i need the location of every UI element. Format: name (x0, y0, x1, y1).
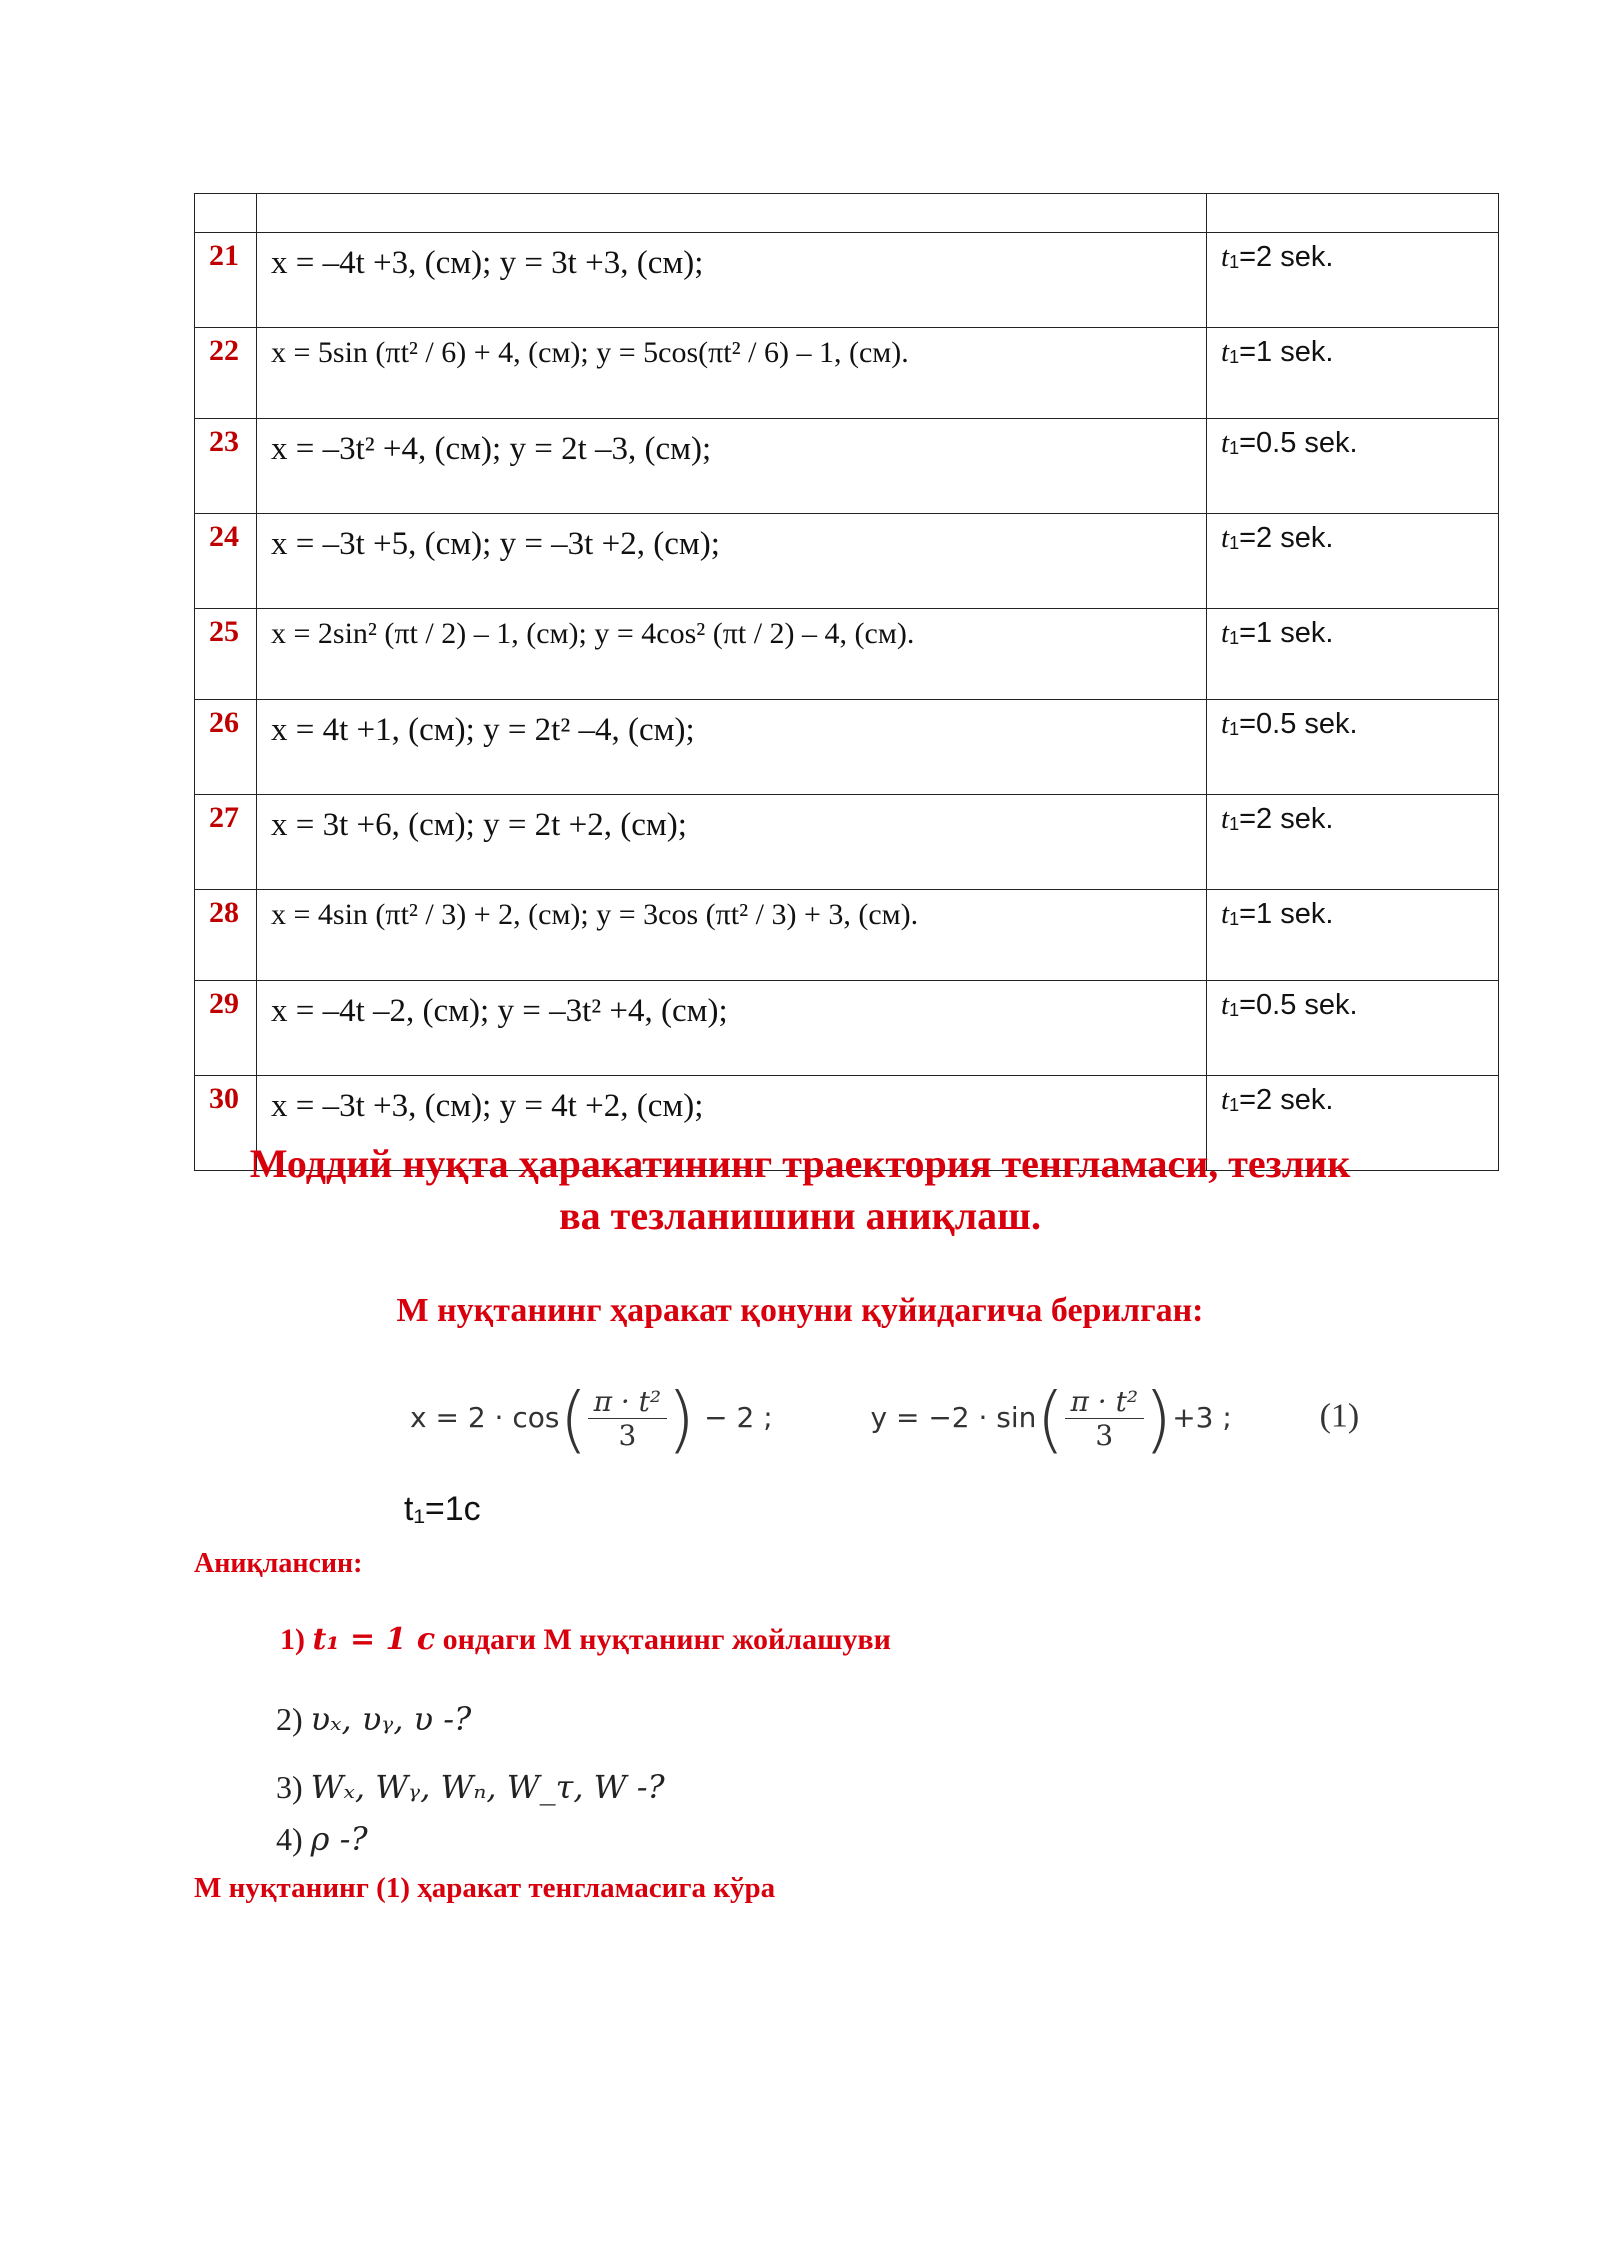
paren-open: ( (1036, 1376, 1065, 1461)
motion-law-formula (410, 1376, 1360, 1461)
question-number: 2) (276, 1701, 303, 1737)
equations-cell: x = –3t +3, (см); y = 4t +2, (см); (257, 1076, 1207, 1171)
y-tail: +3 ; (1172, 1400, 1232, 1434)
time-symbol: t (1221, 708, 1230, 740)
time-cell (1207, 981, 1499, 1076)
variant-number: 29 (195, 981, 257, 1076)
time-subscript: 1 (1229, 628, 1240, 648)
table-header-row (195, 194, 1499, 233)
question-number: 1) (280, 1623, 305, 1656)
table-row (195, 419, 1499, 514)
equations-cell: x = 4sin (πt² / 3) + 2, (см); y = 3cos (πt² / 3) + 3, (см). (257, 890, 1207, 981)
variant-number: 27 (195, 795, 257, 890)
question-number: 3) (276, 1769, 303, 1805)
time-cell (1207, 700, 1499, 795)
variant-number: 25 (195, 609, 257, 700)
fraction (588, 1385, 668, 1452)
given-time: t₁=1с (404, 1490, 481, 1528)
question-text: ρ -? (310, 1820, 368, 1858)
header-cell (195, 194, 257, 233)
table-row (195, 514, 1499, 609)
table-row (195, 233, 1499, 328)
paren-close: ) (1144, 1376, 1173, 1461)
time-value: =1 sek. (1239, 617, 1334, 649)
question-text: ондаги М нуқтанинг жойлашуви (442, 1623, 891, 1656)
equations-cell: x = 3t +6, (см); y = 2t +2, (см); (257, 795, 1207, 890)
table-row (195, 890, 1499, 981)
question-variable: t₁ = 1 c (312, 1622, 436, 1657)
time-cell (1207, 419, 1499, 514)
table-row (195, 795, 1499, 890)
heading-line-1: Моддий нуқта ҳаракатининг траектория тенгламаси, тезлик (249, 1141, 1351, 1186)
time-symbol: t (1221, 1084, 1230, 1116)
question-4 (276, 1820, 368, 1858)
time-symbol: t (1221, 241, 1230, 273)
variant-number: 26 (195, 700, 257, 795)
section-heading (140, 1138, 1460, 1242)
time-subscript: 1 (1229, 1000, 1240, 1020)
time-cell (1207, 795, 1499, 890)
equation-number: (1) (1319, 1397, 1360, 1435)
variant-number: 24 (195, 514, 257, 609)
time-cell (1207, 514, 1499, 609)
equations-cell: x = 4t +1, (см); y = 2t² –4, (см); (257, 700, 1207, 795)
equations-cell: x = 2sin² (πt / 2) – 1, (см); y = 4cos² (πt / 2) – 4, (см). (257, 609, 1207, 700)
time-subscript: 1 (1229, 909, 1240, 929)
variants-table (194, 193, 1499, 1171)
time-cell (1207, 890, 1499, 981)
variant-number: 22 (195, 328, 257, 419)
time-value: =2 sek. (1239, 241, 1334, 273)
x-tail: − 2 ; (704, 1400, 773, 1434)
header-cell (257, 194, 1207, 233)
time-subscript: 1 (1229, 347, 1240, 367)
equations-cell: x = –3t² +4, (см); y = 2t –3, (см); (257, 419, 1207, 514)
table-row (195, 981, 1499, 1076)
table-row (195, 328, 1499, 419)
question-text: υₓ, υᵧ, υ -? (310, 1700, 472, 1738)
time-value: =0.5 sek. (1239, 989, 1358, 1021)
time-value: =1 sek. (1239, 336, 1334, 368)
variant-number: 21 (195, 233, 257, 328)
x-lhs: x = 2 · cos (410, 1400, 560, 1434)
time-cell (1207, 328, 1499, 419)
time-symbol: t (1221, 898, 1230, 930)
table-row (195, 609, 1499, 700)
time-subscript: 1 (1229, 719, 1240, 739)
fraction-numerator: π · t² (588, 1385, 668, 1419)
fraction-numerator: π · t² (1065, 1385, 1145, 1419)
time-cell (1207, 609, 1499, 700)
find-label: Аниқлансин: (194, 1548, 363, 1579)
equations-cell: x = –4t +3, (см); y = 3t +3, (см); (257, 233, 1207, 328)
question-3 (276, 1768, 665, 1806)
time-value: =2 sek. (1239, 1084, 1334, 1116)
variant-number: 30 (195, 1076, 257, 1171)
equations-cell: x = –3t +5, (см); y = –3t +2, (см); (257, 514, 1207, 609)
fraction-denominator: 3 (618, 1419, 637, 1452)
time-symbol: t (1221, 617, 1230, 649)
fraction-denominator: 3 (1095, 1419, 1114, 1452)
question-1 (280, 1622, 891, 1657)
subheading: М нуқтанинг ҳаракат қонуни қуйидагича берилган: (396, 1292, 1204, 1329)
question-number: 4) (276, 1821, 303, 1857)
time-subscript: 1 (1229, 814, 1240, 834)
question-text: Wₓ, Wᵧ, Wₙ, W_τ, W -? (310, 1768, 665, 1806)
equations-cell: x = 5sin (πt² / 6) + 4, (см); y = 5cos(πt² / 6) – 1, (см). (257, 328, 1207, 419)
time-value: =0.5 sek. (1239, 708, 1358, 740)
time-symbol: t (1221, 522, 1230, 554)
variant-number: 28 (195, 890, 257, 981)
question-2 (276, 1700, 471, 1738)
y-lhs: y = −2 · sin (870, 1400, 1037, 1434)
paren-open: ( (559, 1376, 588, 1461)
time-subscript: 1 (1229, 533, 1240, 553)
equations-cell: x = –4t –2, (см); y = –3t² +4, (см); (257, 981, 1207, 1076)
heading-line-2: ва тезланишини аниқлаш. (559, 1193, 1041, 1238)
table-row (195, 700, 1499, 795)
time-symbol: t (1221, 427, 1230, 459)
fraction (1065, 1385, 1145, 1452)
final-line: М нуқтанинг (1) ҳаракат тенгламасига кўра (194, 1872, 776, 1904)
time-value: =2 sek. (1239, 522, 1334, 554)
time-cell (1207, 233, 1499, 328)
header-cell (1207, 194, 1499, 233)
variant-number: 23 (195, 419, 257, 514)
time-subscript: 1 (1229, 1095, 1240, 1115)
time-value: =0.5 sek. (1239, 427, 1358, 459)
x-equation (410, 1376, 782, 1461)
paren-close: ) (667, 1376, 696, 1461)
time-symbol: t (1221, 336, 1230, 368)
time-subscript: 1 (1229, 438, 1240, 458)
time-value: =1 sek. (1239, 898, 1334, 930)
time-symbol: t (1221, 803, 1230, 835)
y-equation (870, 1376, 1240, 1461)
time-subscript: 1 (1229, 252, 1240, 272)
time-value: =2 sek. (1239, 803, 1334, 835)
time-symbol: t (1221, 989, 1230, 1021)
